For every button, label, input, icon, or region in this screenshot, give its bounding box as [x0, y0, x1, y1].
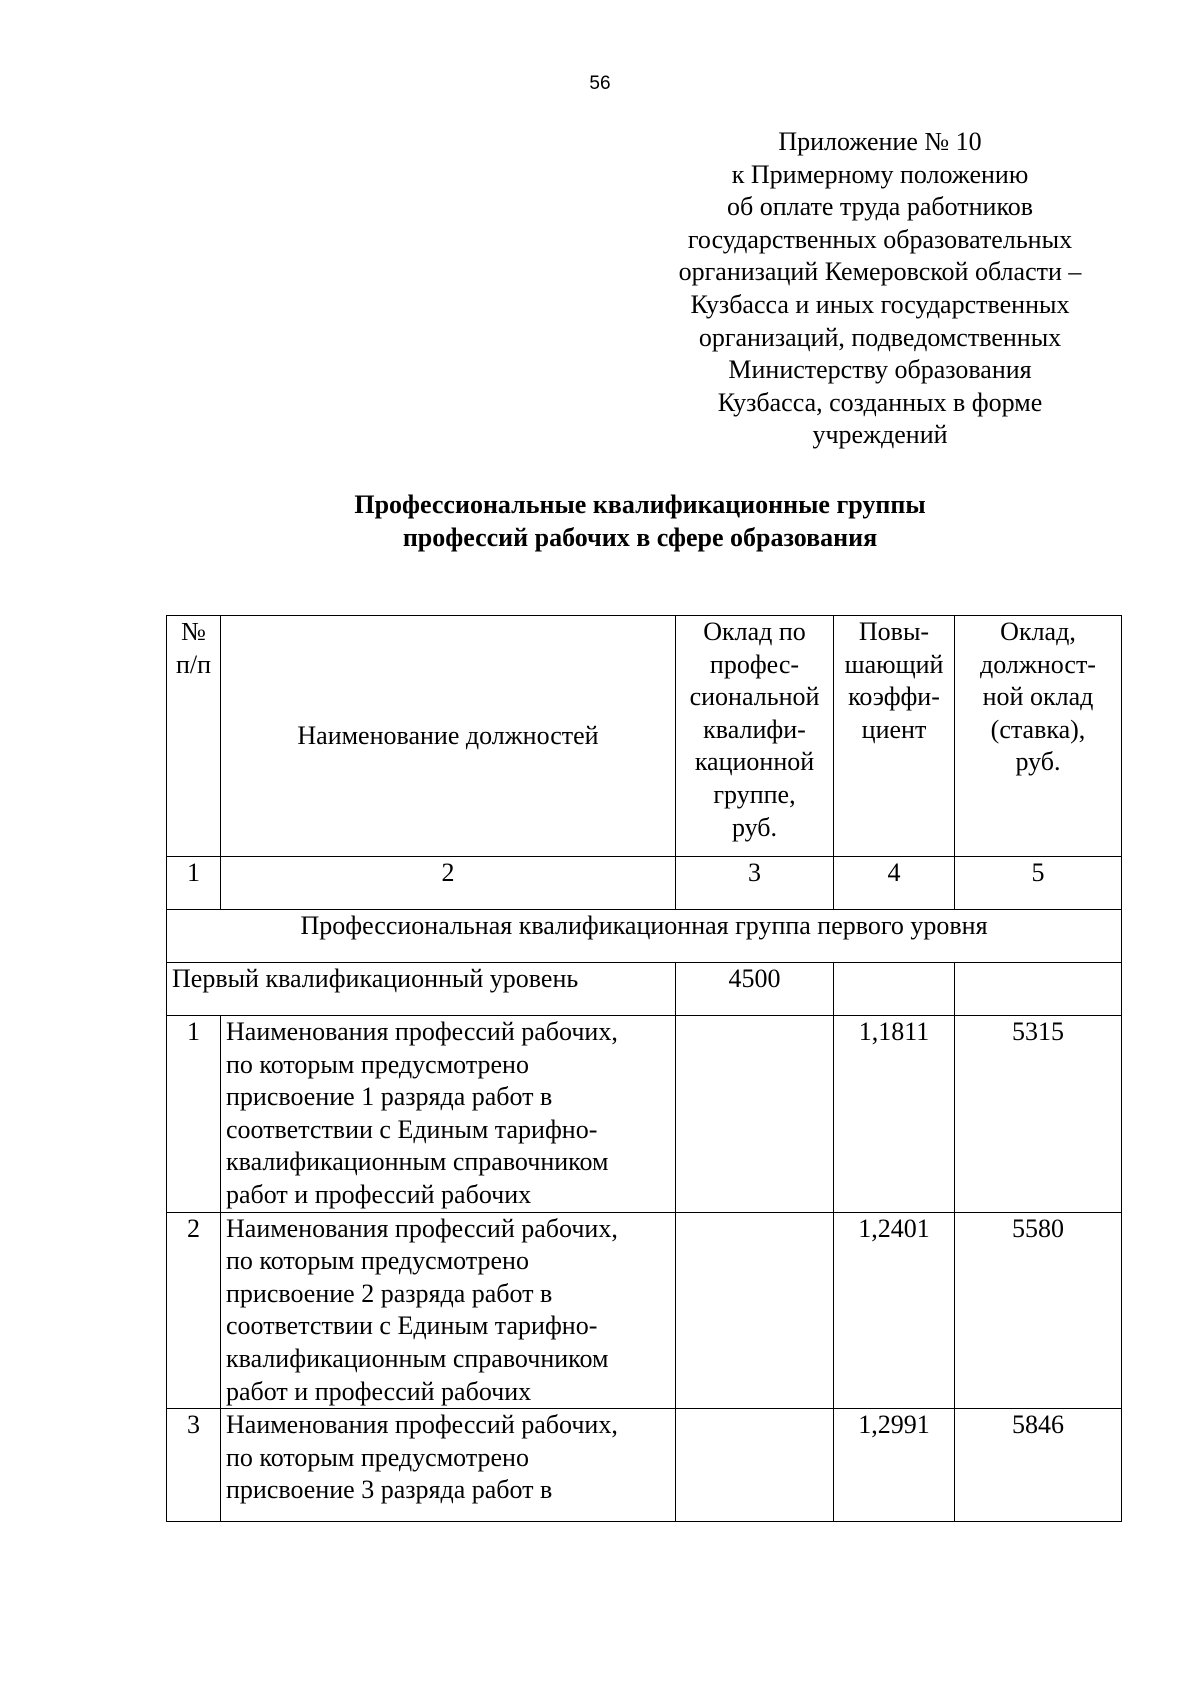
- appendix-line: организаций Кемеровской области –: [678, 257, 1082, 287]
- appendix-line: учреждений: [812, 420, 948, 450]
- level-name: Первый квалификационный уровень: [167, 963, 676, 1016]
- row-coefficient: 1,1811: [834, 1016, 955, 1213]
- row-salary: 5846: [955, 1409, 1122, 1522]
- page-number: 56: [589, 73, 611, 94]
- empty-cell: [676, 1212, 834, 1409]
- row-number: 2: [167, 1212, 221, 1409]
- group-title: Профессиональная квалификационная группа первого уровня: [167, 910, 1122, 963]
- row-coefficient: 1,2991: [834, 1409, 955, 1522]
- header-salary: Оклад, должност- ной оклад (ставка), руб.: [955, 616, 1122, 857]
- row-position-name: Наименования профессий рабочих, по которым предусмотрено присвоение 3 разряда работ в: [221, 1409, 676, 1522]
- row-salary: 5315: [955, 1016, 1122, 1213]
- column-number: 5: [955, 857, 1122, 910]
- header-group-salary: Оклад по профес- сиональной квалифи- кационной группе, руб.: [676, 616, 834, 857]
- appendix-line: Приложение № 10: [778, 127, 982, 156]
- empty-cell: [676, 1409, 834, 1522]
- empty-cell: [676, 1016, 834, 1213]
- table-header-row: [167, 616, 1122, 857]
- appendix-line: Министерству образования: [728, 355, 1032, 385]
- qualification-level-row: [167, 963, 1122, 1016]
- column-number: 4: [834, 857, 955, 910]
- appendix-line: организаций, подведомственных: [698, 322, 1062, 352]
- header-position-name: Наименование должностей: [221, 616, 676, 857]
- row-number: 3: [167, 1409, 221, 1522]
- row-position-name: Наименования профессий рабочих, по которым предусмотрено присвоение 2 разряда работ в соответствии с Единым тарифно- квалификационным справочником работ и профессий рабочих: [221, 1212, 676, 1409]
- empty-cell: [834, 963, 955, 1016]
- table-row: [167, 1016, 1122, 1213]
- group-title-row: [167, 910, 1122, 963]
- title-line-2: профессий рабочих в сфере образования: [402, 523, 878, 552]
- appendix-reference: [660, 126, 1100, 452]
- column-number: 2: [221, 857, 676, 910]
- appendix-line: государственных образовательных: [687, 224, 1073, 254]
- document-title: [230, 488, 1050, 554]
- row-coefficient: 1,2401: [834, 1212, 955, 1409]
- column-number: 1: [167, 857, 221, 910]
- column-numbers-row: [167, 857, 1122, 910]
- row-salary: 5580: [955, 1212, 1122, 1409]
- appendix-line: об оплате труда работников: [726, 192, 1034, 222]
- empty-cell: [955, 963, 1122, 1016]
- appendix-line: к Примерному положению: [731, 159, 1029, 189]
- title-line-1: Профессиональные квалификационные группы: [354, 490, 926, 519]
- level-salary: 4500: [676, 963, 834, 1016]
- appendix-line: Кузбасса, созданных в форме: [717, 387, 1043, 417]
- column-number: 3: [676, 857, 834, 910]
- table-row: [167, 1212, 1122, 1409]
- qualification-table: [166, 615, 1122, 1522]
- row-number: 1: [167, 1016, 221, 1213]
- header-coefficient: Повы- шающий коэффи- циент: [834, 616, 955, 857]
- appendix-line: Кузбасса и иных государственных: [690, 289, 1070, 319]
- row-position-name: Наименования профессий рабочих, по которым предусмотрено присвоение 1 разряда работ в соответствии с Единым тарифно- квалификационным справочником работ и профессий рабочих: [221, 1016, 676, 1213]
- header-number: № п/п: [167, 616, 221, 857]
- table-row: [167, 1409, 1122, 1522]
